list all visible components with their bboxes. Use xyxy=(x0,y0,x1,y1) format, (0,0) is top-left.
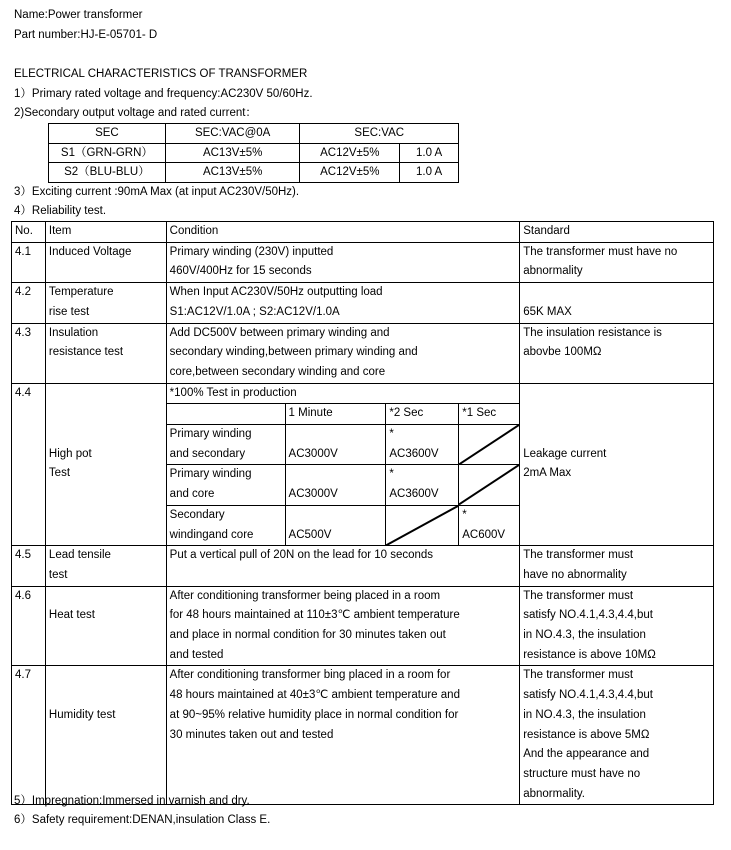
table-header: *1 Sec xyxy=(459,404,520,425)
test-number: 4.3 xyxy=(12,323,46,383)
test-number: 4.2 xyxy=(12,283,46,323)
item-1: 1）Primary rated voltage and frequency:AC230V 50/60Hz. xyxy=(14,88,313,100)
table-row xyxy=(12,283,714,323)
table-cell: AC13V±5% xyxy=(165,163,300,183)
test-condition: After conditioning transformer bing placed in a room for 48 hours maintained at 40±3℃ ambient temperature and at 90~95% relative humidity place in normal condition for 30 minutes taken out and tested xyxy=(166,666,520,805)
item-4: 4）Reliability test. xyxy=(14,205,107,217)
table-cell: 1.0 A xyxy=(400,163,459,183)
test-item: Heat test xyxy=(45,586,166,666)
test-number: 4.5 xyxy=(12,546,46,586)
table-header: Condition xyxy=(166,222,520,243)
table-header: *2 Sec xyxy=(386,404,459,425)
part-number: Part number:HJ-E-05701- D xyxy=(14,29,158,41)
test-condition: Put a vertical pull of 20N on the lead for 10 seconds xyxy=(166,546,520,586)
table-cell: * AC600V xyxy=(459,505,520,545)
table-header: SEC:VAC@0A xyxy=(165,124,300,144)
table-cell: AC12V±5% xyxy=(300,143,400,163)
test-standard: The transformer must have no abnormality xyxy=(520,242,714,282)
test-number: 4.4 xyxy=(12,383,46,546)
test-item: Lead tensile test xyxy=(45,546,166,586)
test-standard: The insulation resistance is abovbe 100MΩ xyxy=(520,323,714,383)
test-number: 4.6 xyxy=(12,586,46,666)
diagonal-slash xyxy=(386,506,458,545)
test-standard: The transformer must satisfy NO.4.1,4.3,4.4,but in NO.4.3, the insulation resistance is above 5MΩ And the appearance and structure must have no abnormality. xyxy=(520,666,714,805)
table-row xyxy=(49,124,459,144)
test-condition: Add DC500V between primary winding and secondary winding,between primary winding and core,between secondary winding and core xyxy=(166,323,520,383)
table-cell: Primary winding and secondary xyxy=(166,425,285,465)
item-3: 3）Exciting current :90mA Max (at input AC230V/50Hz). xyxy=(14,186,300,198)
table-cell: Primary winding and core xyxy=(166,465,285,505)
table-cell: * AC3600V xyxy=(386,465,459,505)
table-cell: Secondary windingand core xyxy=(166,505,285,545)
test-condition: Primary winding (230V) inputted 460V/400Hz for 15 seconds xyxy=(166,242,520,282)
not-applicable-cell xyxy=(459,425,520,465)
not-applicable-cell xyxy=(386,505,459,545)
table-header: SEC xyxy=(49,124,166,144)
table-row xyxy=(12,242,714,282)
table-cell: 1.0 A xyxy=(400,143,459,163)
table-cell: S1（GRN-GRN） xyxy=(49,143,166,163)
table-cell: AC3000V xyxy=(285,425,386,465)
table-row xyxy=(12,546,714,586)
table-cell: S2（BLU-BLU） xyxy=(49,163,166,183)
table-cell: * AC3600V xyxy=(386,425,459,465)
not-applicable-cell xyxy=(459,465,520,505)
table-row xyxy=(12,666,714,805)
table-cell xyxy=(166,404,285,425)
secondary-output-table xyxy=(48,123,459,183)
table-row xyxy=(12,323,714,383)
product-name: Name:Power transformer xyxy=(14,9,143,21)
table-row xyxy=(12,586,714,666)
table-cell: AC3000V xyxy=(285,465,386,505)
table-row xyxy=(49,143,459,163)
test-item: Temperature rise test xyxy=(45,283,166,323)
test-condition: After conditioning transformer being placed in a room for 48 hours maintained at 110±3℃ ambient temperature and place in normal condition for 30 minutes taken out and tested xyxy=(166,586,520,666)
test-standard: Leakage current 2mA Max xyxy=(520,383,714,546)
table-row xyxy=(49,163,459,183)
diagonal-slash xyxy=(459,425,519,464)
reliability-test-table xyxy=(11,221,714,805)
table-header: Standard xyxy=(520,222,714,243)
test-item: High pot Test xyxy=(45,383,166,546)
table-row xyxy=(12,383,714,404)
item-5: 5）Impregnation:Immersed in varnish and dry. xyxy=(14,795,250,807)
test-condition: When Input AC230V/50Hz outputting load S1:AC12V/1.0A ; S2:AC12V/1.0A xyxy=(166,283,520,323)
table-header: 1 Minute xyxy=(285,404,386,425)
table-header: No. xyxy=(12,222,46,243)
table-cell: AC13V±5% xyxy=(165,143,300,163)
diagonal-slash xyxy=(459,465,519,504)
test-standard: The transformer must satisfy NO.4.1,4.3,4.4,but in NO.4.3, the insulation resistance is above 10MΩ xyxy=(520,586,714,666)
item-6: 6）Safety requirement:DENAN,insulation Class E. xyxy=(14,814,271,826)
table-header: SEC:VAC xyxy=(300,124,459,144)
table-cell: AC500V xyxy=(285,505,386,545)
test-item: Humidity test xyxy=(45,666,166,805)
table-row xyxy=(12,222,714,243)
item-2: 2)Secondary output voltage and rated current： xyxy=(14,107,257,119)
section-title: ELECTRICAL CHARACTERISTICS OF TRANSFORMER xyxy=(14,68,308,80)
test-item: Induced Voltage xyxy=(45,242,166,282)
test-number: 4.7 xyxy=(12,666,46,805)
test-number: 4.1 xyxy=(12,242,46,282)
test-standard: The transformer must have no abnormality xyxy=(520,546,714,586)
test-item: Insulation resistance test xyxy=(45,323,166,383)
test-standard: 65K MAX xyxy=(520,283,714,323)
hipot-note: *100% Test in production xyxy=(166,383,520,404)
table-cell: AC12V±5% xyxy=(300,163,400,183)
table-header: Item xyxy=(45,222,166,243)
